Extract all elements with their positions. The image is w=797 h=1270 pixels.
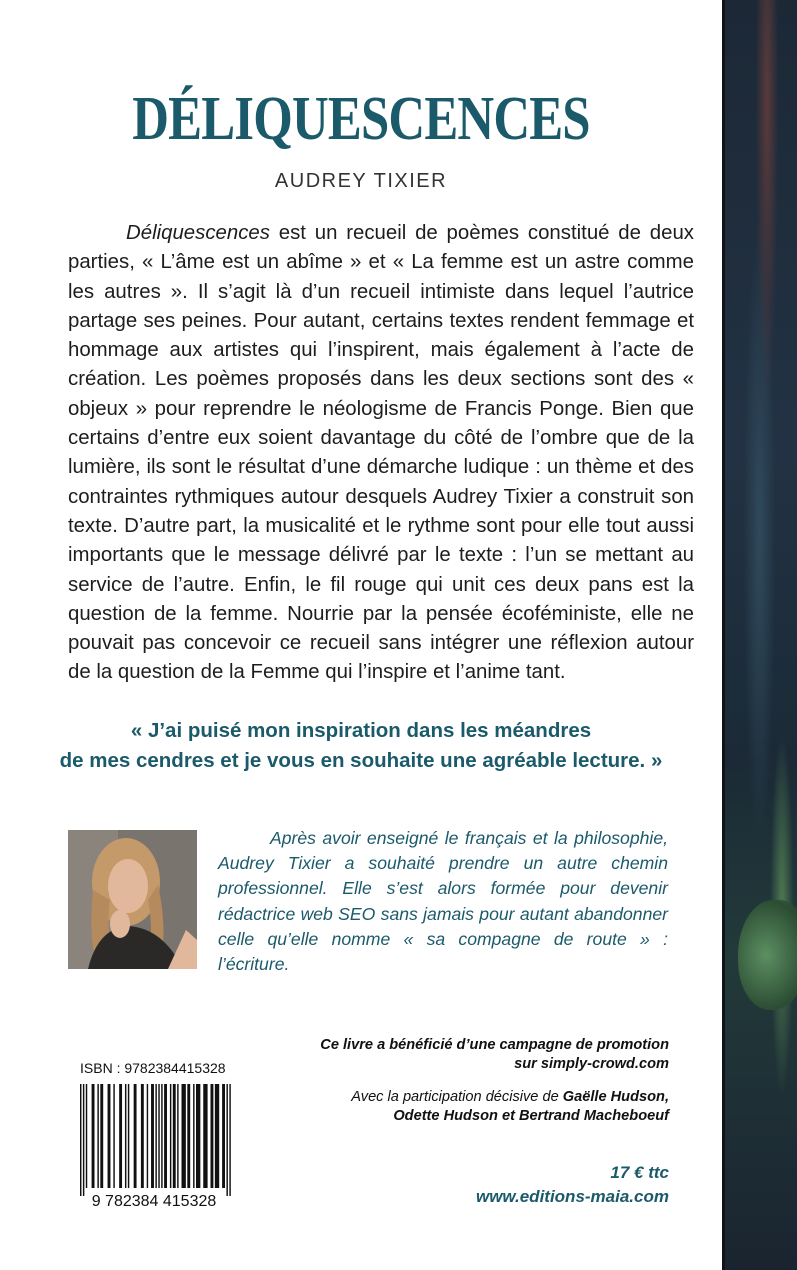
- barcode-bar: [128, 1084, 129, 1188]
- book-summary: [68, 219, 694, 688]
- barcode-bar: [113, 1084, 114, 1188]
- book-price: 17 € ttc: [610, 1163, 669, 1182]
- barcode-bar: [83, 1084, 84, 1196]
- barcode-bar: [222, 1084, 225, 1188]
- book-title: DÉLIQUESCENCES: [132, 85, 590, 153]
- credits-line-1: [351, 1088, 669, 1107]
- barcode-bar: [161, 1084, 162, 1188]
- author-biography: Après avoir enseigné le français et la philosophie, Audrey Tixier a souhaité prendre un autre chemin professionnel. Elle s’est alors formée pour devenir rédactrice web SEO sans jamais pour autant abandonner celle qu’elle nomme « sa compagne de route » : l’écriture.: [218, 828, 668, 975]
- barcode-bar: [164, 1084, 167, 1188]
- barcode-bar: [147, 1084, 148, 1188]
- barcode-bar: [80, 1084, 81, 1196]
- summary-title-italic: Déliquescences: [126, 222, 270, 244]
- barcode-bar: [134, 1084, 137, 1188]
- barcode-bar: [173, 1084, 176, 1188]
- barcode-bar: [141, 1084, 144, 1188]
- isbn-label: ISBN : 9782384415328: [80, 1060, 226, 1076]
- promo-line-1: Ce livre a bénéficié d’une campagne de promotion: [320, 1037, 669, 1053]
- barcode-bar: [229, 1084, 230, 1196]
- quote-line-2: de mes cendres et je vous en souhaite une agréable lecture. »: [59, 749, 663, 772]
- barcode-bar: [215, 1084, 219, 1188]
- author-portrait-image: [68, 830, 197, 969]
- barcode-bar: [196, 1084, 200, 1188]
- barcode-bar: [92, 1084, 95, 1188]
- summary-text: est un recueil de poèmes constitué de deux parties, « L’âme est un abîme » et « La femme est un astre comme les autres ». Il s’agit là d’un recueil intimiste dans lequel l’autrice partage ses peines. Pour autant, certains textes rendent femmage et hommage aux artistes qui l’inspirent, mais également à l’acte de création. Les poèmes proposés dans les deux sections sont des « objeux » pour reprendre le néologisme de Francis Ponge. Bien que certains d’entre eux soient davantage du côté de l’ombre que de la lumière, ils sont le résultat d’une démarche ludique : un thème et des contraintes rythmiques autour desquels Audrey Tixier a construit son texte. D’autre part, la musicalité et le rythme sont pour elle tout aussi importants que le message délivré par le texte : l’un se mettant au service de l’autre. Enfin, le fil rouge qui unit ces deux pans est la question de la femme. Nourrie par la pensée écoféministe, elle ne pouvait pas concevoir ce recueil sans intégrer une réflexion autour de la question de la Femme qui l’inspire et l’anime tant.: [68, 222, 694, 684]
- quote-line-1: « J’ai puisé mon inspiration dans les méandres: [130, 719, 592, 742]
- barcode-bar: [203, 1084, 207, 1188]
- promo-line-2: sur simply-crowd.com: [514, 1056, 669, 1072]
- barcode-bar: [182, 1084, 186, 1188]
- barcode-bar: [158, 1084, 159, 1188]
- barcode-bar: [211, 1084, 214, 1188]
- barcode-bar: [177, 1084, 178, 1188]
- lily-pad-artwork: [738, 900, 797, 1010]
- author-photo: [68, 830, 197, 969]
- barcode-bar: [86, 1084, 87, 1188]
- barcode-bar: [155, 1084, 156, 1188]
- credits-name-1: Gaëlle Hudson,: [562, 1089, 669, 1105]
- barcode-bar: [193, 1084, 194, 1188]
- isbn-barcode: [70, 1080, 238, 1210]
- barcode-bar: [170, 1084, 171, 1188]
- author-name: AUDREY TIXIER: [274, 170, 448, 192]
- author-quote: [0, 716, 722, 776]
- barcode-bar: [97, 1084, 98, 1188]
- barcode-bar: [125, 1084, 126, 1188]
- barcode-bar: [151, 1084, 154, 1188]
- barcode-bar: [108, 1084, 111, 1188]
- promotion-note: [320, 1036, 669, 1074]
- barcode-bar: [119, 1084, 122, 1188]
- credits-name-2: Odette Hudson et Bertrand Macheboeuf: [393, 1108, 669, 1124]
- publisher-website: www.editions-maia.com: [475, 1187, 669, 1206]
- barcode-bar: [226, 1084, 227, 1196]
- credits-line-2: [351, 1107, 669, 1126]
- credits-note: [351, 1088, 669, 1126]
- cover-spine-artwork: [722, 0, 797, 1270]
- credits-prefix: Avec la participation décisive de: [351, 1089, 563, 1105]
- barcode-bar: [187, 1084, 190, 1188]
- barcode-bar: [100, 1084, 103, 1188]
- barcode-digits: 9 782384 415328: [91, 1193, 217, 1210]
